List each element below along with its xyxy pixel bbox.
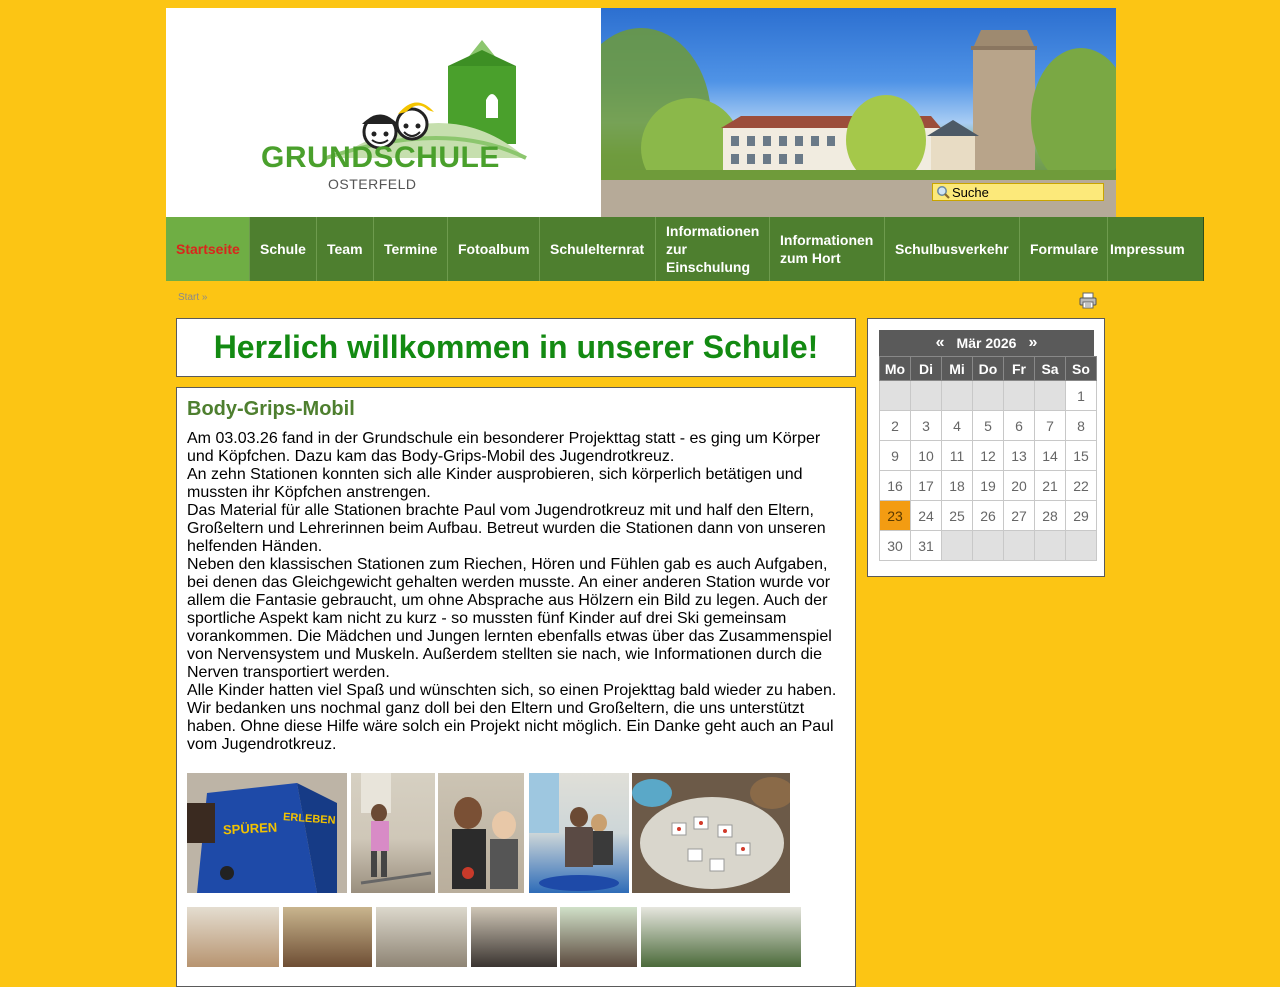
calendar-day[interactable]: 17: [911, 471, 942, 501]
calendar-day[interactable]: 28: [1035, 501, 1066, 531]
calendar-weekday: Mi: [942, 357, 973, 381]
calendar-day[interactable]: 22: [1066, 471, 1097, 501]
photo-label: SPÜREN: [222, 819, 278, 838]
calendar-day[interactable]: 23: [880, 501, 911, 531]
calendar-empty-cell: [1066, 531, 1097, 561]
calendar-grid: [879, 356, 1097, 561]
calendar-day[interactable]: 1: [1066, 381, 1097, 411]
gallery-photo[interactable]: [529, 773, 629, 893]
calendar-day[interactable]: 8: [1066, 411, 1097, 441]
calendar-day[interactable]: 31: [911, 531, 942, 561]
nav-item-hort[interactable]: Informationen zum Hort: [770, 217, 885, 281]
calendar-day[interactable]: 18: [942, 471, 973, 501]
calendar-next-button[interactable]: »: [1028, 334, 1038, 351]
nav-item-team[interactable]: Team: [317, 217, 374, 281]
calendar-empty-cell: [1035, 531, 1066, 561]
breadcrumb[interactable]: Start »: [178, 292, 208, 303]
calendar-week: [880, 531, 1097, 561]
calendar-empty-cell: [1035, 381, 1066, 411]
article-paragraph: Am 03.03.26 fand in der Grundschule ein besonderer Projekttag statt - es ging um Körper und Köpfchen. Dazu kam das Body-Grips-Mobil des Jugendrotkreuz.: [187, 430, 821, 465]
nav-item-formulare[interactable]: Formulare: [1020, 217, 1108, 281]
gallery-photo[interactable]: [632, 773, 790, 893]
calendar-week: [880, 381, 1097, 411]
calendar-day[interactable]: 21: [1035, 471, 1066, 501]
calendar-day[interactable]: 2: [880, 411, 911, 441]
calendar-day[interactable]: 15: [1066, 441, 1097, 471]
calendar-empty-cell: [973, 381, 1004, 411]
calendar-week: [880, 411, 1097, 441]
search-input[interactable]: [952, 185, 1098, 200]
calendar-empty-cell: [973, 531, 1004, 561]
article-paragraph: Alle Kinder hatten viel Spaß und wünschten sich, so einen Projekttag bald wieder zu haben. Wir bedanken uns nochmal ganz doll bei den Eltern und Großeltern, die uns unterstützt haben. Ohne diese Hilfe wäre solch ein Projekt nicht möglich. Ein Danke geht auch an Paul vom Jugendrotkreuz.: [187, 682, 837, 753]
gallery-photo[interactable]: [187, 773, 347, 893]
nav-item-schulbusverkehr[interactable]: Schulbusverkehr: [885, 217, 1020, 281]
calendar-day[interactable]: 29: [1066, 501, 1097, 531]
calendar-header: [879, 330, 1094, 356]
calendar-week: [880, 441, 1097, 471]
site-header: [166, 8, 1116, 217]
calendar-weekday: Di: [911, 357, 942, 381]
photo-label: ERLEBEN: [282, 811, 336, 827]
article: [176, 387, 856, 987]
calendar-empty-cell: [1004, 381, 1035, 411]
calendar-day[interactable]: 24: [911, 501, 942, 531]
nav-item-termine[interactable]: Termine: [374, 217, 448, 281]
nav-item-schule[interactable]: Schule: [250, 217, 317, 281]
calendar-day[interactable]: 6: [1004, 411, 1035, 441]
gallery-photo[interactable]: [351, 773, 435, 893]
calendar-day[interactable]: 14: [1035, 441, 1066, 471]
article-paragraph: Das Material für alle Stationen brachte Paul vom Jugendrotkreuz mit und half den Eltern, Großeltern und Lehrerinnen beim Aufbau. Betreut wurden die Stationen dann von unseren helfenden Händen.: [187, 502, 826, 555]
article-paragraph: Neben den klassischen Stationen zum Riechen, Hören und Fühlen gab es auch Aufgaben, bei denen das Gleichgewicht gehalten werden musste. An einer anderen Station wurde vor allem die Fantasie gebraucht, um ohne Absprache aus Hölzern ein Bild zu legen. Auch der sportliche Aspekt kam nicht zu kurz - so mussten fünf Kinder auf drei Ski gemeinsam vorankommen. Die Mädchen und Jungen lernten ebenfalls etwas über das Zusammenspiel von Nervensystem und Muskeln. Außerdem stellten sie nach, wie Informationen durch die Nerven transportiert werden.: [187, 556, 832, 681]
calendar-prev-button[interactable]: «: [935, 334, 945, 351]
calendar-day[interactable]: 4: [942, 411, 973, 441]
article-paragraph: An zehn Stationen konnten sich alle Kinder ausprobieren, sich körperlich betätigen und mussten ihr Köpfchen anstrengen.: [187, 466, 803, 501]
welcome-title: Herzlich willkommen in unserer Schule!: [213, 329, 819, 365]
calendar-weekday: So: [1066, 357, 1097, 381]
calendar-day[interactable]: 9: [880, 441, 911, 471]
printer-icon[interactable]: [1079, 292, 1097, 309]
calendar-weekday: Mo: [880, 357, 911, 381]
calendar-day[interactable]: 16: [880, 471, 911, 501]
logo-title: GRUNDSCHULE: [261, 141, 500, 174]
main-navigation: [166, 217, 1204, 281]
calendar-day[interactable]: 20: [1004, 471, 1035, 501]
gallery-photo[interactable]: [641, 907, 801, 967]
search-box[interactable]: [932, 183, 1104, 201]
nav-item-fotoalbum[interactable]: Fotoalbum: [448, 217, 540, 281]
calendar-day[interactable]: 30: [880, 531, 911, 561]
gallery-photo[interactable]: [438, 773, 524, 893]
calendar-empty-cell: [942, 531, 973, 561]
calendar-day[interactable]: 12: [973, 441, 1004, 471]
calendar-day[interactable]: 19: [973, 471, 1004, 501]
calendar-day[interactable]: 7: [1035, 411, 1066, 441]
calendar-empty-cell: [942, 381, 973, 411]
calendar-day[interactable]: 25: [942, 501, 973, 531]
calendar-empty-cell: [1004, 531, 1035, 561]
calendar-day[interactable]: 5: [973, 411, 1004, 441]
calendar-widget: [867, 318, 1105, 577]
article-title[interactable]: Body-Grips-Mobil: [187, 398, 355, 420]
gallery-photo[interactable]: [471, 907, 557, 967]
calendar-day[interactable]: 13: [1004, 441, 1035, 471]
calendar-day[interactable]: 10: [911, 441, 942, 471]
calendar-week: [880, 501, 1097, 531]
calendar-month-label: Mär 2026: [956, 335, 1017, 351]
calendar-week: [880, 471, 1097, 501]
nav-item-schulelternrat[interactable]: Schulelternrat: [540, 217, 656, 281]
nav-item-impressum[interactable]: Impressum: [1110, 241, 1185, 257]
welcome-box: [176, 318, 856, 377]
calendar-empty-cell: [880, 381, 911, 411]
logo-subtitle: OSTERFELD: [328, 176, 417, 192]
calendar-day[interactable]: 26: [973, 501, 1004, 531]
calendar-weekday: Fr: [1004, 357, 1035, 381]
gallery-photo[interactable]: [376, 907, 467, 967]
gallery-photo[interactable]: [187, 907, 279, 967]
calendar-weekday: Do: [973, 357, 1004, 381]
calendar-day[interactable]: 11: [942, 441, 973, 471]
gallery-photo[interactable]: [283, 907, 372, 967]
school-logo[interactable]: [166, 8, 601, 217]
calendar-weekday: Sa: [1035, 357, 1066, 381]
calendar-day[interactable]: 3: [911, 411, 942, 441]
gallery-photo[interactable]: [560, 907, 637, 967]
article-body: [187, 430, 845, 754]
nav-item-einschulung[interactable]: Informationen zur Einschulung: [656, 217, 770, 281]
calendar-day[interactable]: 27: [1004, 501, 1035, 531]
calendar-empty-cell: [911, 381, 942, 411]
search-icon[interactable]: [936, 185, 950, 199]
nav-item-startseite[interactable]: Startseite: [166, 217, 250, 281]
